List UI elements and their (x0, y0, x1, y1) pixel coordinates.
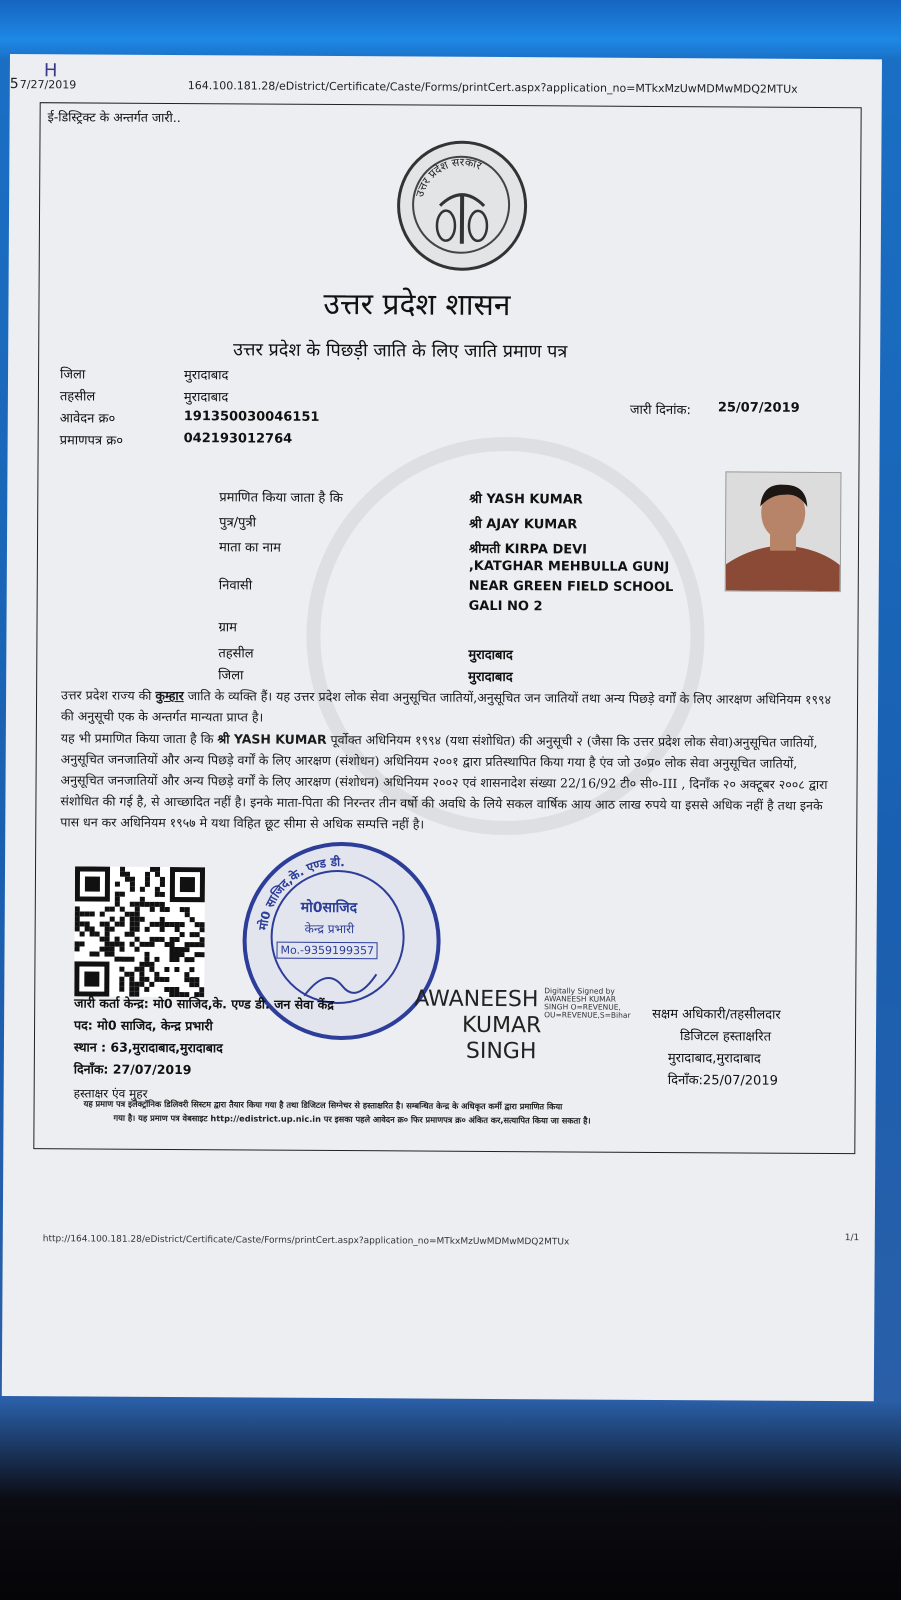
income-paragraph (60, 727, 831, 837)
up-emblem-icon (397, 140, 528, 271)
footer-note-1: यह प्रमाण पत्र इलेक्ट्रॉनिक डिलिवरी सिस्टम द्वारा तैयार किया गया है तथा डिजिटल सिग्नेचर से हस्ताक्षरित है। सम्बन्धित केन्द्र के अधिकृत कर्मी द्वारा प्रमाणित किया (83, 1098, 563, 1112)
address-line-1: ,KATGHAR MEHBULLA GUNJ (468, 558, 670, 576)
print-footer-url: http://164.100.181.28/eDistrict/Certificate/Caste/Forms/printCert.aspx?application_no=MTkxMzUwMDMwMDQ2MTUx (42, 1234, 570, 1248)
qr-code (74, 866, 205, 997)
signer-name-line1: AWANEESH (414, 986, 539, 1013)
issuer-sign-label: हस्ताक्षर एंव मुहर (73, 1086, 148, 1101)
print-date: 7/27/2019 (19, 78, 77, 92)
authority-place: मुरादाबाद,मुरादाबाद (667, 1051, 761, 1067)
issued-under: ई-डिस्ट्रिक्ट के अन्तर्गत जारी.. (47, 109, 181, 126)
handwritten-mark: H (43, 60, 58, 82)
para2-start: यह भी प्रमाणित किया जाता है कि (60, 730, 214, 747)
meta-value-district: मुरादाबाद (183, 368, 229, 384)
holder-name: श्री YASH KUMAR (469, 491, 583, 508)
certificate-number: 042193012764 (183, 431, 293, 447)
address-line-2: NEAR GREEN FIELD SCHOOL (468, 578, 674, 596)
caste-name: कुम्हार (155, 687, 184, 704)
district-value: मुरादाबाद (468, 669, 513, 686)
certificate-subtitle: उत्तर प्रदेश के पिछड़ी जाति के लिए जाति प्रमाण पत्र (233, 339, 568, 363)
para2-holder-name: श्री YASH KUMAR (217, 731, 327, 747)
application-number: 191350030046151 (183, 409, 320, 425)
tehsil-label: तहसील (218, 646, 254, 662)
authority-signed: डिजिटल हस्ताक्षरित (679, 1029, 772, 1045)
meta-label-tehsil: तहसील (59, 389, 96, 405)
village-label: ग्राम (218, 620, 238, 636)
caste-paragraph (61, 684, 831, 731)
tehsil-value: मुरादाबाद (468, 647, 513, 664)
digital-sign-meta (544, 987, 631, 1020)
digital-sign-meta-1: Digitally Signed by (544, 986, 615, 996)
holder-photo (725, 471, 842, 592)
photo-portrait (726, 472, 841, 591)
certificate-paper (2, 54, 882, 1401)
seal-role: केन्द्र प्रभारी (304, 921, 355, 937)
detail-label-mother: माता का नाम (218, 540, 281, 556)
detail-label-son-of: पुत्र/पुत्री (219, 515, 257, 531)
seal-mobile: Mo.-9359199357 (276, 942, 378, 960)
emblem-graphic (400, 143, 525, 268)
meta-label-certificate: प्रमाणपत्र क्र० (59, 433, 124, 449)
mother-name: श्रीमती KIRPA DEVI (468, 541, 588, 558)
emblem-text: उत्तर प्रदेश सरकार (413, 155, 484, 199)
resident-label: निवासी (218, 578, 253, 594)
seal-ring-text: मो0 साजिद,के. एण्ड डी. (255, 854, 346, 932)
digital-sign-meta-3: SINGH O=REVENUE, (544, 1002, 621, 1012)
para1-start: उत्तर प्रदेश राज्य की (61, 687, 152, 703)
signer-name-line3: SINGH (465, 1038, 537, 1065)
address-line-3: GALI NO 2 (468, 598, 543, 615)
meta-value-tehsil: मुरादाबाद (183, 390, 229, 406)
meta-label-application: आवेदन क्र० (59, 411, 116, 427)
issuer-place: स्थान : 63,मुरादाबाद,मुरादाबाद (73, 1039, 223, 1056)
signer-name-line2: KUMAR (461, 1012, 542, 1039)
authority-date: दिनाँक:25/07/2019 (667, 1073, 778, 1089)
qr-code-graphic (74, 866, 205, 997)
svg-text:उत्तर प्रदेश सरकार (413, 155, 484, 198)
para2-end: पूर्वोक्त अधिनियम १९९४ (यथा संशोधित) की अनुसूची २ (जैसा कि उत्तर प्रदेश लोक सेवा)अनुसूचित जातियों, अनुसूचित जनजातियों और अन्य पिछड़े वर्गों के लिए आरक्षण (संशोधन) अधिनियम २००१ द्वारा प्रतिस्थापित किया गया है एंव जो उ०प्र० लोक सेवा अनुसूचित जातियों, अनुसूचित जनजातियों और अन्य पिछड़े वर्गों के लिए आरक्षण (संशोधन) अधिनियम २००२ एवं शासनादेश संख्या 22/16/92 टी० सी०-III , दिनाँक २० अक्टूबर २००८ द्वारा संशोधित की गई है, से आच्छादित नहीं है। इनके माता-पिता की निरन्तर तीन वर्षो की अवधि के लिये सकल वार्षिक आय आठ लाख रुपये या इससे अधिक नहीं है तथा इनके पास धन कर अधिनियम १९५७ मे यथा विहित छूट सीमा से अधिक सम्पत्ति नहीं है। (60, 731, 828, 832)
seal-name: मो0साजिद (300, 899, 358, 917)
handwritten-number: 5 (9, 75, 19, 93)
issuer-center: जारी कर्ता केन्द्र: मो0 साजिद,के. एण्ड डी. जन सेवा केंद्र (74, 995, 334, 1012)
issuer-date: दिनाँक: 27/07/2019 (73, 1061, 192, 1078)
page-count: 1/1 (844, 1233, 860, 1244)
father-name: श्री AJAY KUMAR (469, 516, 578, 533)
district-label: जिला (218, 668, 244, 684)
meta-label-district: जिला (59, 367, 86, 383)
digital-sign-meta-4: OU=REVENUE,S=Bihar (544, 1010, 631, 1020)
print-url: 164.100.181.28/eDistrict/Certificate/Caste/Forms/printCert.aspx?application_no=MTkxMzUwMDMwMDQ2MTUx (187, 79, 798, 96)
government-title: उत्तर प्रदेश शासन (323, 286, 511, 324)
issue-date-label: जारी दिनांक: (629, 402, 691, 419)
authority-title: सक्षम अधिकारी/तहसीलदार (652, 1006, 781, 1023)
para1-end: जाति के व्यक्ति हैं। यह उत्तर प्रदेश लोक सेवा अनुसूचित जातियों,अनुसूचित जन जातियों तथा अन्य पिछड़े वर्गों के लिए आरक्षण अधिनियम १९९४ की अनुसूची एक के अन्तर्गत मान्यता प्राप्त है। (60, 688, 832, 725)
footer-note-2: गया है। यह प्रमाण पत्र वेबसाइट http://edistrict.up.nic.in पर इसका पहले आवेदन क्र० फिर प्रमाणपत्र क्र० अंकित कर,सत्यापित किया जा सकता है। (113, 1112, 591, 1126)
issue-date: 25/07/2019 (717, 400, 800, 416)
issuer-post: पद: मो0 साजिद, केन्द्र प्रभारी (74, 1017, 213, 1034)
detail-label-certified: प्रमाणित किया जाता है कि (219, 490, 343, 507)
digital-sign-meta-2: AWANEESH KUMAR (544, 994, 617, 1004)
